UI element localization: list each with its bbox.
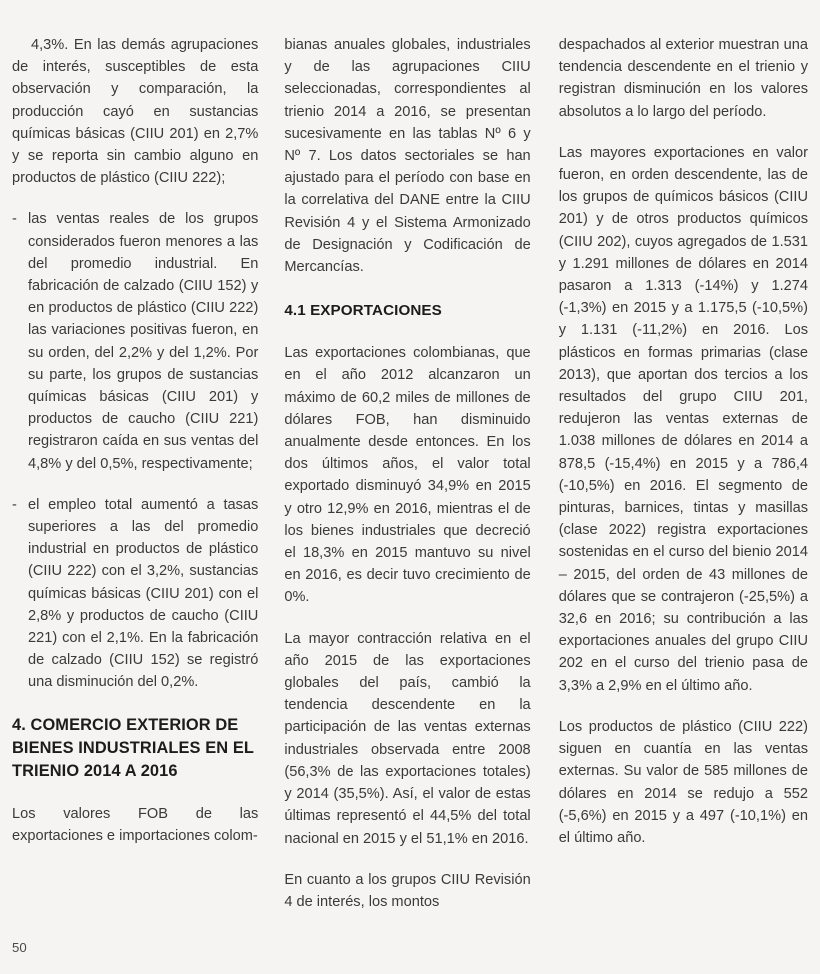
section-heading: 4. COMERCIO EXTERIOR DE BIENES INDUSTRIALES EN EL TRIENIO 2014 A 2016 [12, 715, 254, 780]
sub-heading-exportaciones: 4.1 EXPORTACIONES [284, 302, 442, 320]
text-column-3 [559, 34, 808, 849]
paragraph-after-heading-col1: Los valores FOB de las exportaciones e importaciones colom- [12, 805, 259, 844]
paragraph-continued-col1: 4,3%. En las demás agrupaciones de interés, susceptibles de esta observación y comparación, la producción cayó en sustancias químicas básicas (CIIU 201) en 2,7% y se reporta sin cambio alguno en productos de plástico (CIIU 222); [12, 37, 259, 187]
text-column-1 [12, 34, 258, 847]
paragraph-continued-col2: bianas anuales globales, industriales y de las agrupaciones CIIU seleccionadas, correspondientes al trienio 2014 a 2016, se presentan sucesivamente en las tablas Nº 6 y Nº 7. Los datos sectoriales se han ajustado para el período con base en la correlativa del DANE entre la CIIU Revisión 4 y el Sistema Armonizado de Designación y Codificación de Mercancías. [284, 37, 531, 276]
list-item [12, 208, 258, 474]
list-item-text: las ventas reales de los grupos considerados fueron menores a las del promedio industrial. En fabricación de calzado (CIIU 152) y en productos de plástico (CIIU 222) las variaciones positivas fueron, en su orden, del 2,2% y del 1,2%. Por su parte, los grupos de sustancias químicas básicas (CIIU 201) y productos de caucho (CIIU 221) registraron caída en sus ventas del 4,8% y del 0,5%, respectivamente; [28, 211, 259, 472]
text-column-2 [284, 34, 530, 913]
bullet-dash-icon: - [12, 496, 17, 513]
three-column-layout [12, 34, 808, 913]
list-item [12, 494, 258, 694]
paragraph-col2-3: En cuanto a los grupos CIIU Revisión 4 de interés, los montos [284, 871, 531, 910]
paragraph-col2-2: La mayor contracción relativa en el año 2015 de las exportaciones globales del país, cambió la tendencia descendente en la participación de las ventas externas industriales observada entre 2008 (56,3% de las exportaciones totales) y 2014 (35,5%). Así, el valor de estas últimas representó el 44,5% del total nacional en 2015 y el 51,1% en 2016. [284, 630, 531, 847]
bullet-dash-icon: - [12, 211, 17, 228]
list-item-text: el empleo total aumentó a tasas superiores a las del promedio industrial en productos de plástico (CIIU 222) con el 3,2%, sustancias químicas básicas (CIIU 201) con el 2,8% y productos de caucho (CIIU 221) con el 2,1%. En la fabricación de calzado (CIIU 152) se registró una disminución del 0,2%. [28, 496, 259, 691]
paragraph-col3-2: Las mayores exportaciones en valor fueron, en orden descendente, las de los grupos de químicos básicos (CIIU 201) y de otros productos químicos (CIIU 202), cuyos agregados de 1.531 y 1.291 millones de dólares en 2014 pasaron a 1.313 (-14%) y 1.274 (-1,3%) en 2015 y a 1.175,5 (-10,5%) y 1.131 (-11,2%) en 2016. Los plásticos en formas primarias (clase 2013), que aportan dos tercios a los resultados del grupo CIIU 201, redujeron las ventas externas de 1.038 millones de dólares en 2014 a 878,5 (-15,4%) en 2015 y a 786,4 (-10,5%) en 2016. El segmento de pinturas, barnices, tintas y masillas (clase 2022) registra exportaciones sostenidas en el curso del bienio 2014 – 2015, del orden de 43 millones de dólares que se contrajeron (-25,5%) a 32,6 en 2016; su contribución a las exportaciones anuales del grupo CIIU 202 en el curso del trienio pasa de 3,3% a 2,9% en el último año. [558, 144, 808, 694]
paragraph-col3-1: despachados al exterior muestran una tendencia descendente en el trienio y registran disminución en los valores absolutos a lo largo del período. [558, 37, 808, 120]
page-number: 50 [12, 940, 27, 955]
bullet-list-col1 [12, 208, 258, 693]
paragraph-col2-1: Las exportaciones colombianas, que en el año 2012 alcanzaron un máximo de 60,2 miles de millones de dólares FOB, han disminuido anualmente desde entonces. En los dos últimos años, el valor total exportado disminuyó 34,9% en 2015 y otro 12,9% en 2016, mientras el de los bienes industriales que decreció el 18,3% en 2015 mantuvo su nivel en 2016, es decir tuvo crecimiento de 0%. [284, 345, 531, 606]
paragraph-col3-3: Los productos de plástico (CIIU 222) siguen en cuantía en las ventas externas. Su valor de 585 millones de dólares en 2014 se redujo a 552 (-5,6%) en 2015 y a 497 (-10,1%) en el último año. [558, 718, 808, 846]
